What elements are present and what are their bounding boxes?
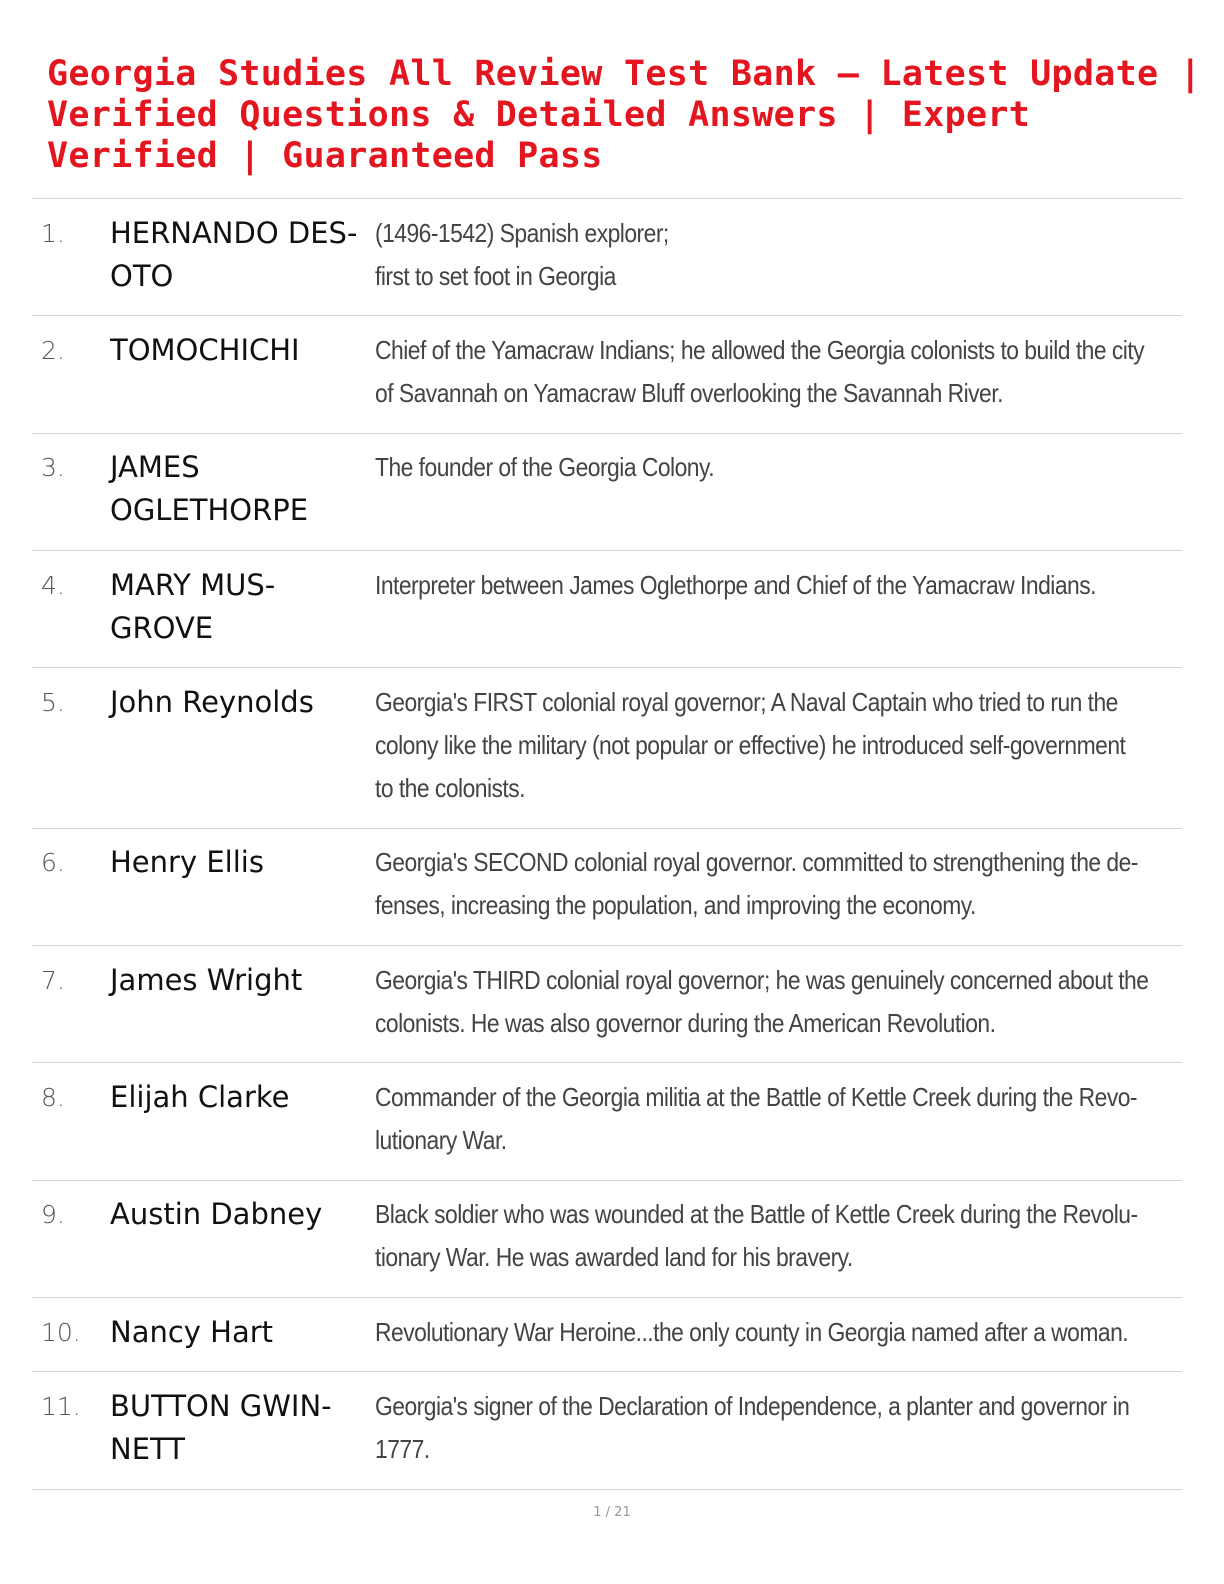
divider [32, 1371, 1182, 1372]
card-definition: Georgia's signer of the Declaration of Independence, a planter and governor in 1777. [375, 1391, 1130, 1464]
card-definition: (1496-1542) Spanish explorer; first to set foot in Georgia [375, 218, 669, 291]
divider [32, 433, 1182, 434]
divider [32, 315, 1182, 316]
page-indicator: 1 / 21 [593, 1505, 631, 1520]
card-number: 9. [41, 1200, 65, 1229]
card-term: TOMOCHICHI [110, 333, 300, 367]
card-definition: Interpreter between James Oglethorpe and Chief of the Yamacraw Indians. [375, 570, 1096, 600]
card-definition: Georgia's SECOND colonial royal governor. committed to strengthening the de- fenses, increasing the population, and improving the economy. [375, 847, 1138, 920]
document-title: Georgia Studies All Review Test Bank – Latest Update | Verified Questions & Detailed Answers | Expert Verified | Guaranteed Pass [47, 54, 1202, 176]
card-number: 8. [41, 1083, 65, 1112]
card-term: James Wright [110, 963, 303, 997]
divider [32, 198, 1182, 199]
card-term: MARY MUS- GROVE [110, 568, 276, 645]
card-definition: Georgia's FIRST colonial royal governor; A Naval Captain who tried to run the colony like the military (not popular or effective) he introduced self-government to the colonists. [375, 687, 1126, 803]
card-term: Nancy Hart [110, 1315, 274, 1349]
card-number: 3. [41, 453, 65, 482]
divider [32, 1489, 1182, 1490]
card-number: 10. [41, 1318, 81, 1347]
card-term: Elijah Clarke [110, 1080, 290, 1114]
card-number: 4. [41, 571, 65, 600]
card-definition: Commander of the Georgia militia at the Battle of Kettle Creek during the Revo- lutionary War. [375, 1082, 1138, 1155]
divider [32, 1297, 1182, 1298]
card-number: 11. [41, 1392, 81, 1421]
card-number: 6. [41, 848, 65, 877]
divider [32, 1180, 1182, 1181]
card-term: Henry Ellis [110, 845, 264, 879]
card-definition: The founder of the Georgia Colony. [375, 452, 715, 482]
divider [32, 550, 1182, 551]
card-term: JAMES OGLETHORPE [110, 450, 309, 527]
card-term: BUTTON GWIN- NETT [110, 1389, 332, 1466]
card-number: 1. [41, 219, 65, 248]
divider [32, 945, 1182, 946]
card-number: 5. [41, 688, 65, 717]
card-term: HERNANDO DES- OTO [110, 216, 358, 293]
card-term: John Reynolds [110, 685, 314, 719]
card-term: Austin Dabney [110, 1197, 323, 1231]
card-number: 7. [41, 966, 65, 995]
card-definition: Chief of the Yamacraw Indians; he allowed the Georgia colonists to build the city of Savannah on Yamacraw Bluff overlooking the Savannah River. [375, 335, 1145, 408]
card-definition: Georgia's THIRD colonial royal governor; he was genuinely concerned about the colonists. He was also governor during the American Revolution. [375, 965, 1149, 1038]
divider [32, 828, 1182, 829]
card-definition: Revolutionary War Heroine...the only county in Georgia named after a woman. [375, 1317, 1129, 1347]
card-number: 2. [41, 336, 65, 365]
divider [32, 667, 1182, 668]
card-definition: Black soldier who was wounded at the Battle of Kettle Creek during the Revolu- tionary War. He was awarded land for his bravery. [375, 1199, 1138, 1272]
divider [32, 1062, 1182, 1063]
